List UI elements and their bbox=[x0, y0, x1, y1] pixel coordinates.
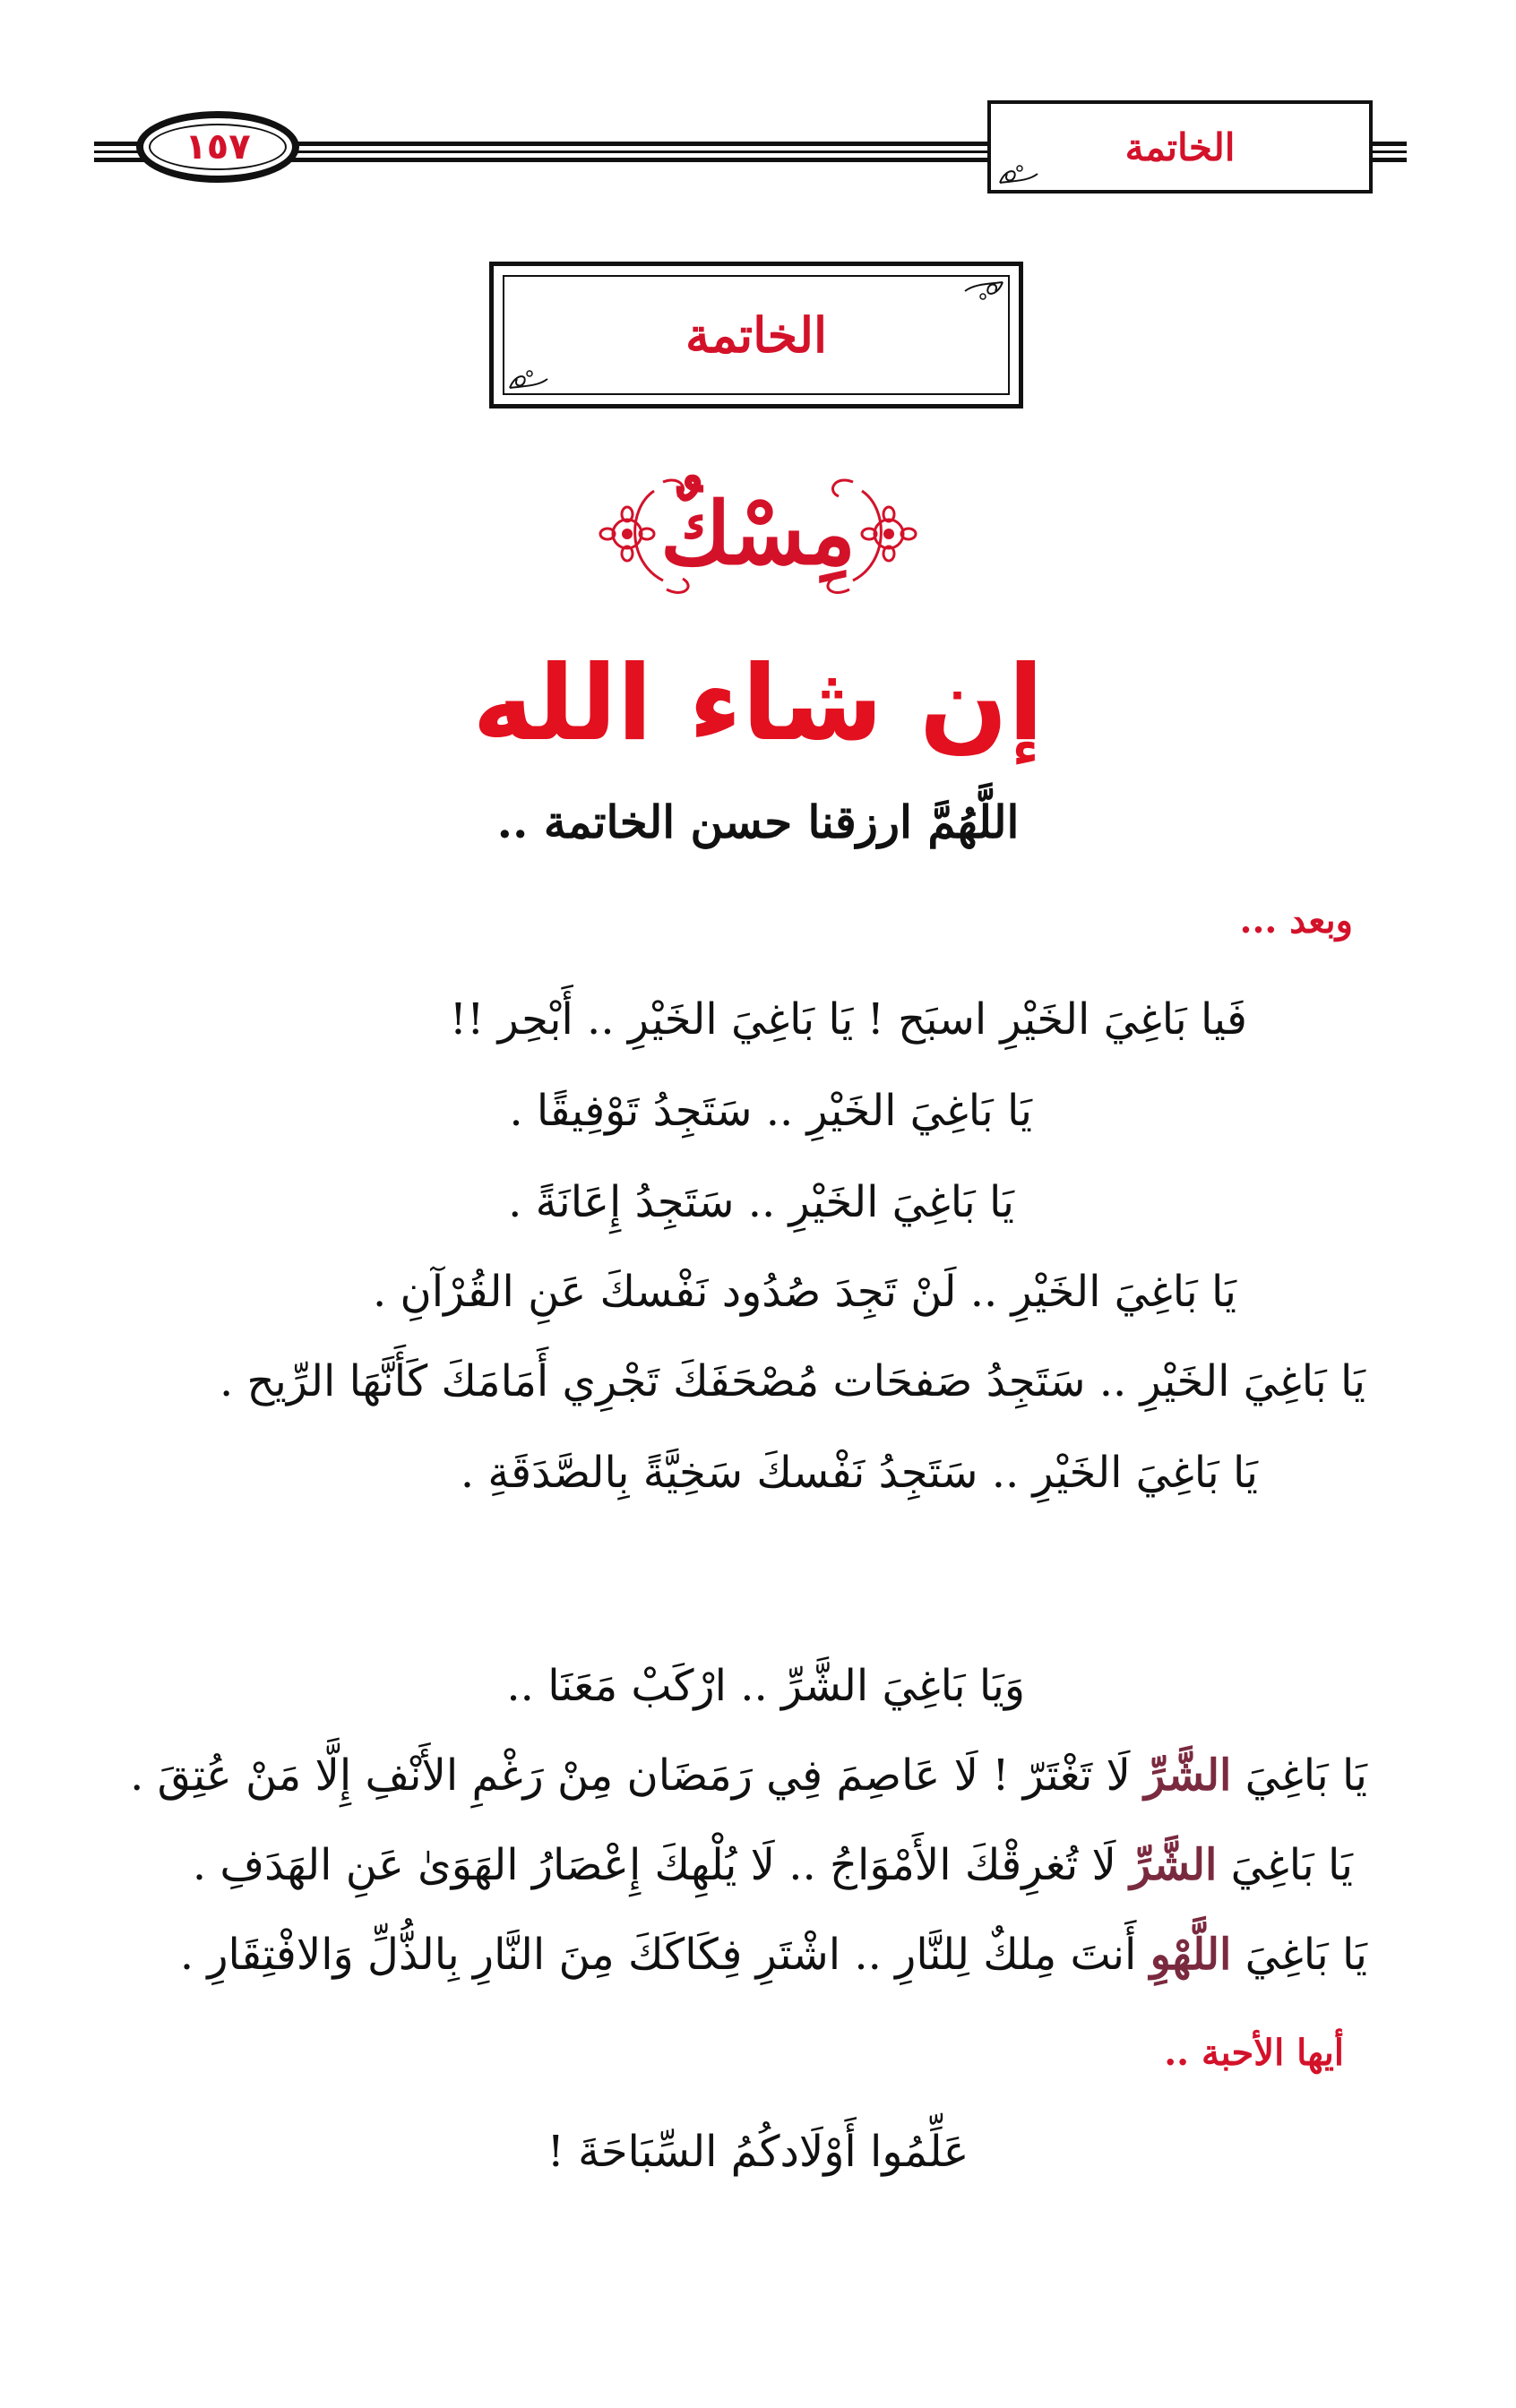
prayer-line: اللَّهُمَّ ارزقنا حسن الخاتمة .. bbox=[496, 796, 1020, 848]
section-title-frame bbox=[503, 275, 1010, 395]
body-text: يَا بَاغِيَ bbox=[1245, 1930, 1367, 1980]
body-text: يَا بَاغِيَ bbox=[1245, 1750, 1367, 1801]
body-line: يَا بَاغِيَ الخَيْرِ .. سَتَجِدُ إِعَانَةً . bbox=[508, 1177, 1014, 1227]
calligraphy-word: مِسْكٌ bbox=[660, 483, 856, 584]
body-line: يَا بَاغِيَ الخَيْرِ .. لَنْ تَجِدَ صُدُود نَفْسكَ عَنِ القُرْآنِ . bbox=[373, 1267, 1236, 1317]
main-heading: إن شاء الله bbox=[472, 643, 1044, 764]
section-title: الخاتمة bbox=[685, 306, 827, 364]
body-line: فَيا بَاغِيَ الخَيْرِ اسبَح ! يَا بَاغِيَ الخَيْرِ .. أَبْحِر !! bbox=[449, 994, 1247, 1045]
corner-ornament-icon bbox=[506, 347, 569, 391]
emphasis-word: الشَّرِّ bbox=[1144, 1750, 1232, 1801]
chapter-title: الخاتمة bbox=[1124, 125, 1236, 169]
corner-ornament-icon bbox=[943, 279, 1006, 323]
body-text: لَا تَغْتَرّ ! لَا عَاصِمَ فِي رَمَضَان مِنْ رَغْمِ الأَنْفِ إِلَّا مَنْ عُتِقَ . bbox=[130, 1750, 1131, 1801]
emphasis-word: اللَّهْوِ bbox=[1150, 1930, 1232, 1980]
body-line bbox=[193, 1840, 1353, 1892]
calligraphy-ornament bbox=[591, 455, 925, 613]
label-then: وبعد ... bbox=[1239, 899, 1353, 942]
body-line: يَا بَاغِيَ الخَيْرِ .. سَتَجِدُ صَفحَات مُصْحَفَكَ تَجْرِي أَمَامَكَ كَأَنَّهَا الرِّيح . bbox=[220, 1356, 1365, 1406]
body-line: يَا بَاغِيَ الخَيْرِ .. سَتَجِدُ تَوْفِيقًا . bbox=[509, 1086, 1032, 1136]
body-line: وَيَا بَاغِيَ الشَّرِّ .. ارْكَبْ مَعَنَا .. bbox=[506, 1661, 1025, 1711]
emphasis-word: الشَّرِّ bbox=[1130, 1840, 1218, 1890]
page-number-ring bbox=[149, 124, 287, 170]
body-text: يَا بَاغِيَ bbox=[1230, 1840, 1353, 1890]
body-line bbox=[130, 1750, 1367, 1802]
label-beloved: أيها الأحبة .. bbox=[1164, 2032, 1344, 2074]
body-text: أَنتَ مِلكٌ لِلنَّارِ .. اشْتَرِ فِكَاكَكَ مِنَ النَّارِ بِالذُّلِّ وَالافْتِقَارِ . bbox=[179, 1930, 1137, 1980]
corner-ornament-icon bbox=[996, 142, 1059, 186]
body-line bbox=[180, 1930, 1367, 1982]
page-number: ١٥٧ bbox=[185, 126, 251, 168]
page-number-badge bbox=[136, 111, 299, 183]
closing-line: عَلِّمُوا أَوْلَادكُمُ السِّبَاحَةَ ! bbox=[547, 2127, 969, 2177]
running-header-chapter bbox=[987, 100, 1373, 194]
body-text: لَا تُغرِقْكَ الأَمْوَاجُ .. لَا يُلْهِكَ إِعْصَارُ الهَوَىٰ عَنِ الهَدَفِ . bbox=[192, 1840, 1116, 1890]
section-title-box bbox=[489, 262, 1023, 408]
body-line: يَا بَاغِيَ الخَيْرِ .. سَتَجِدُ نَفْسكَ سَخِيَّةً بِالصَّدَقَةِ . bbox=[460, 1448, 1258, 1498]
